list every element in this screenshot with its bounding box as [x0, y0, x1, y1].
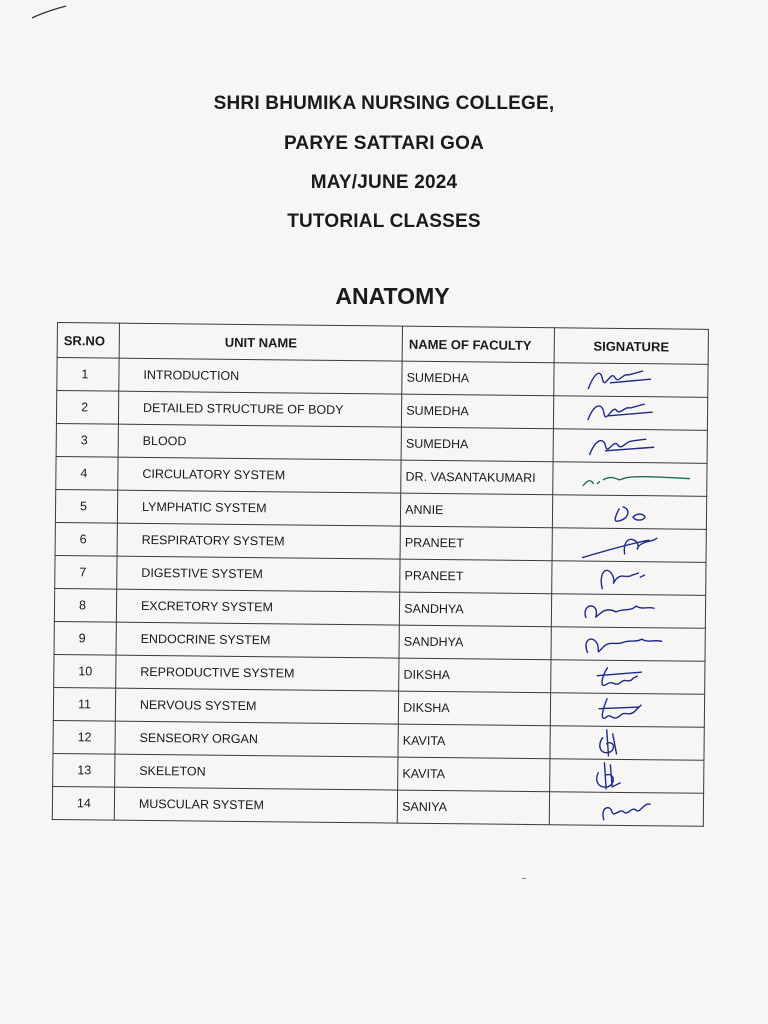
cell-unit-name: DETAILED STRUCTURE OF BODY: [118, 391, 402, 427]
cell-unit-name: SKELETON: [115, 754, 399, 790]
cell-signature: [552, 528, 706, 563]
handwritten-signature: [560, 364, 700, 395]
handwritten-signature: [556, 727, 696, 758]
cell-sr-no: 3: [56, 423, 118, 457]
cell-sr-no: 13: [53, 753, 115, 787]
cell-sr-no: 1: [57, 358, 119, 392]
cell-signature: [554, 363, 708, 398]
cell-signature: [553, 396, 707, 431]
cell-faculty: SUMEDHA: [402, 394, 554, 429]
cell-sr-no: 10: [54, 654, 116, 688]
cell-unit-name: EXCRETORY SYSTEM: [116, 589, 400, 625]
cell-unit-name: MUSCULAR SYSTEM: [114, 787, 398, 823]
pen-stroke-mark: [30, 4, 70, 20]
cell-signature: [553, 462, 707, 497]
cell-unit-name: BLOOD: [118, 424, 402, 460]
cell-sr-no: 9: [54, 621, 116, 655]
cell-signature: [551, 627, 705, 662]
college-location: PARYE SATTARI GOA: [283, 133, 485, 154]
cell-faculty: SANDHYA: [400, 592, 552, 627]
header-unit-name: UNIT NAME: [119, 323, 403, 361]
cell-faculty: KAVITA: [398, 757, 550, 792]
cell-sr-no: 5: [55, 489, 117, 523]
cell-faculty: SUMEDHA: [402, 361, 554, 396]
handwritten-signature: [556, 793, 696, 824]
cell-faculty: SANIYA: [397, 790, 549, 825]
cell-signature: [551, 594, 705, 629]
cell-sr-no: 6: [55, 522, 117, 556]
handwritten-signature: [557, 694, 697, 725]
cell-faculty: SUMEDHA: [401, 427, 553, 462]
cell-sr-no: 11: [53, 687, 115, 721]
cell-faculty: ANNIE: [401, 493, 553, 528]
cell-unit-name: REPRODUCTIVE SYSTEM: [116, 655, 400, 691]
cell-unit-name: CIRCULATORY SYSTEM: [118, 457, 402, 493]
cell-sr-no: 12: [53, 720, 115, 754]
header-signature: SIGNATURE: [554, 328, 708, 365]
handwritten-signature: [558, 595, 698, 626]
cell-signature: [549, 792, 703, 827]
cell-unit-name: SENSEORY ORGAN: [115, 721, 399, 757]
handwritten-signature: [557, 661, 697, 692]
cell-faculty: DIKSHA: [398, 691, 550, 726]
cell-signature: [552, 495, 706, 530]
cell-unit-name: INTRODUCTION: [119, 358, 403, 394]
cell-signature: [553, 429, 707, 464]
cell-faculty: DIKSHA: [399, 658, 551, 693]
cell-signature: [550, 693, 704, 728]
cell-faculty: PRANEET: [400, 559, 552, 594]
cell-faculty: KAVITA: [398, 724, 550, 759]
cell-sr-no: 4: [56, 456, 118, 490]
cell-faculty: PRANEET: [400, 526, 552, 561]
handwritten-signature: [559, 529, 699, 560]
cell-signature: [551, 660, 705, 695]
handwritten-signature: [556, 760, 696, 791]
tutorial-table: [52, 322, 709, 827]
cell-faculty: DR. VASANTAKUMARI: [401, 460, 553, 495]
handwritten-signature: [557, 628, 697, 659]
handwritten-signature: [559, 463, 699, 494]
cell-sr-no: 14: [52, 786, 114, 820]
cell-unit-name: LYMPHATIC SYSTEM: [117, 490, 401, 526]
cell-sr-no: 2: [56, 391, 118, 425]
cell-faculty: SANDHYA: [399, 625, 551, 660]
exam-session: MAY/JUNE 2024: [310, 172, 458, 193]
handwritten-signature: [558, 562, 698, 593]
cell-unit-name: NERVOUS SYSTEM: [115, 688, 399, 724]
document-title: TUTORIAL CLASSES: [287, 211, 481, 232]
college-name: SHRI BHUMIKA NURSING COLLEGE,: [213, 93, 555, 114]
header-faculty: NAME OF FACULTY: [402, 326, 554, 363]
cell-unit-name: ENDOCRINE SYSTEM: [116, 622, 400, 658]
cell-sr-no: 7: [55, 555, 117, 589]
cell-sr-no: 8: [54, 588, 116, 622]
cell-unit-name: RESPIRATORY SYSTEM: [117, 523, 401, 559]
cell-signature: [552, 561, 706, 596]
cell-signature: [550, 726, 704, 761]
subject-title: ANATOMY: [335, 283, 450, 309]
cell-unit-name: DIGESTIVE SYSTEM: [117, 556, 401, 592]
handwritten-signature: [560, 397, 700, 428]
cell-signature: [550, 759, 704, 794]
table-row: [52, 786, 703, 826]
handwritten-signature: [559, 496, 699, 527]
paper-speck: [522, 878, 526, 879]
handwritten-signature: [560, 430, 700, 461]
header-sr-no: SR.NO: [57, 323, 119, 359]
